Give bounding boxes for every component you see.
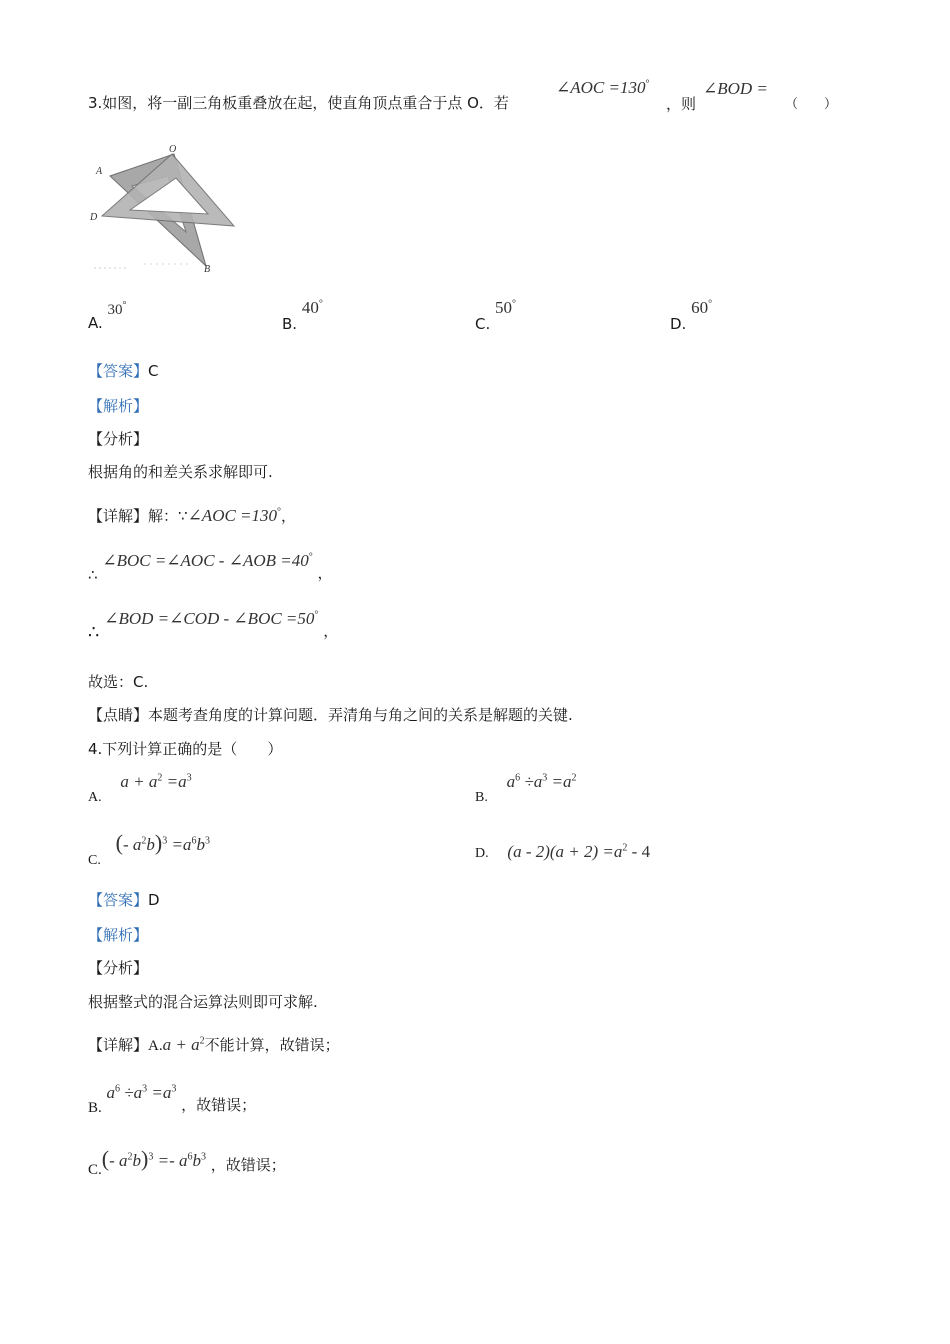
q3-conclusion: 故选：C. bbox=[88, 673, 149, 691]
figure-label-b: B bbox=[204, 264, 211, 275]
q4-analysis-tag: 【解析】 bbox=[88, 926, 149, 944]
q4-stem: 4.下列计算正确的是（ ） bbox=[88, 740, 283, 758]
q4-detail-c: C.(- $a^2b)^3 =- a^6b^3$ ，故错误； bbox=[88, 1146, 286, 1178]
q4-detail-b: B. $a^6 \div a^3 =a^3$ ，故错误； bbox=[88, 1083, 257, 1116]
figure-label-a: A bbox=[96, 166, 103, 177]
q3-answer bbox=[88, 360, 159, 381]
q3-fenxi-text: 根据角的和差关系求解即可. bbox=[88, 463, 273, 481]
q3-option-b[interactable]: B. 40° bbox=[282, 298, 323, 333]
q3-stem-prefix: 3.如图，将一副三角板重叠放在起，使直角顶点重合于点 O．若 bbox=[88, 94, 509, 112]
q3-blank: （ ） bbox=[785, 97, 838, 112]
q4-fenxi-text: 根据整式的混合运算法则即可求解. bbox=[88, 993, 318, 1011]
q4-answer bbox=[88, 889, 160, 910]
q3-stem bbox=[88, 92, 509, 113]
q4-detail-a: 【详解】$A.a + a^2$不能计算，故错误； bbox=[88, 1035, 340, 1054]
q3-detail: 【详解】解：∵∠AOC =130°， bbox=[88, 506, 297, 525]
q3-option-c[interactable]: C. 50° bbox=[475, 298, 517, 333]
q4-option-a[interactable]: A. $a + a^2 =a^3$ bbox=[88, 772, 192, 805]
q4-option-d[interactable]: D. $(a - 2)(a + 2) =a^2 - 4$ bbox=[475, 842, 651, 861]
q3-analysis-tag: 【解析】 bbox=[88, 397, 149, 415]
q3-ask-expr: ∠BOD = bbox=[703, 79, 768, 98]
q3-figure bbox=[88, 140, 248, 280]
answer-value: D bbox=[148, 891, 160, 909]
answer-tag: 【答案】 bbox=[88, 362, 149, 380]
q3-fenxi-tag: 【分析】 bbox=[88, 430, 149, 448]
figure-label-o: O bbox=[169, 144, 177, 155]
q3-option-a[interactable]: A. 30° bbox=[88, 300, 127, 332]
triangle-figure bbox=[88, 140, 248, 280]
figure-label-d: D bbox=[90, 212, 98, 223]
q3-step2: ∴ ∠BOD =∠COD - ∠BOC =50° ， bbox=[88, 609, 339, 643]
q3-option-d[interactable]: D. 60° bbox=[670, 298, 713, 333]
q4-option-c[interactable]: C. (- $a^2b)^3 =a^6b^3$ bbox=[88, 830, 210, 868]
answer-tag: 【答案】 bbox=[88, 891, 149, 909]
q3-then-word: ，则 bbox=[666, 95, 697, 113]
q3-dianjing: 【点睛】本题考查角度的计算问题．弄清角与角之间的关系是解题的关键. bbox=[88, 706, 573, 724]
q3-given-expr: ∠AOC =130° bbox=[556, 78, 650, 97]
answer-value: C bbox=[148, 362, 159, 380]
q4-option-b[interactable]: B. $a^6 \div a^3 =a^2$ bbox=[475, 772, 577, 805]
q4-fenxi-tag: 【分析】 bbox=[88, 959, 149, 977]
q3-step1: ∴ ∠BOC =∠AOC - ∠AOB =40° ， bbox=[88, 551, 333, 584]
